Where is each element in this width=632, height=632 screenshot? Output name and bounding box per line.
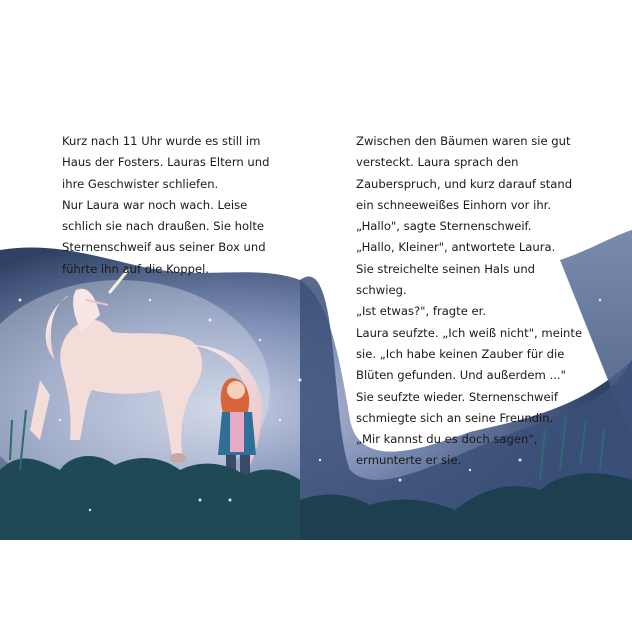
text-line: führte ihn auf die Koppel. [62,261,210,276]
text-line: „Ist etwas?", fragte er. [356,304,487,319]
text-line: „Hallo, Kleiner", antwortete Laura. [356,240,556,255]
text-line: sie. „Ich habe keinen Zauber für die [356,346,565,361]
text-line: Laura seufzte. „Ich weiß nicht", meinte [356,325,583,340]
text-line: ein schneeweißes Einhorn vor ihr. [356,197,552,212]
text-line: Sie streichelte seinen Hals und [356,261,536,276]
text-line: versteckt. Laura sprach den [356,155,519,170]
text-line: Sternenschweif aus seiner Box und [62,240,266,255]
text-line: Zauberspruch, und kurz darauf stand [356,176,573,191]
text-line: ermunterte er sie. [356,453,462,468]
text-line: Haus der Fosters. Lauras Eltern und [62,155,270,170]
text-line: Sie seufzte wieder. Sternenschweif [356,389,558,404]
text-line: schmiegte sich an seine Freundin. [356,410,554,425]
text-line: Zwischen den Bäumen waren sie gut [356,134,571,148]
text-line: Blüten gefunden. Und außerdem ..." [356,368,566,383]
left-page-text [62,131,269,280]
right-page-text [356,131,582,472]
text-line: schwieg. [356,283,407,298]
text-line: „Mir kannst du es doch sagen", [356,432,538,447]
text-line: Nur Laura war noch wach. Leise [62,197,248,212]
text-line: Kurz nach 11 Uhr wurde es still im [62,134,261,148]
text-line: schlich sie nach draußen. Sie holte [62,219,265,234]
text-line: ihre Geschwister schliefen. [62,176,219,191]
text-line: „Hallo", sagte Sternenschweif. [356,219,532,234]
